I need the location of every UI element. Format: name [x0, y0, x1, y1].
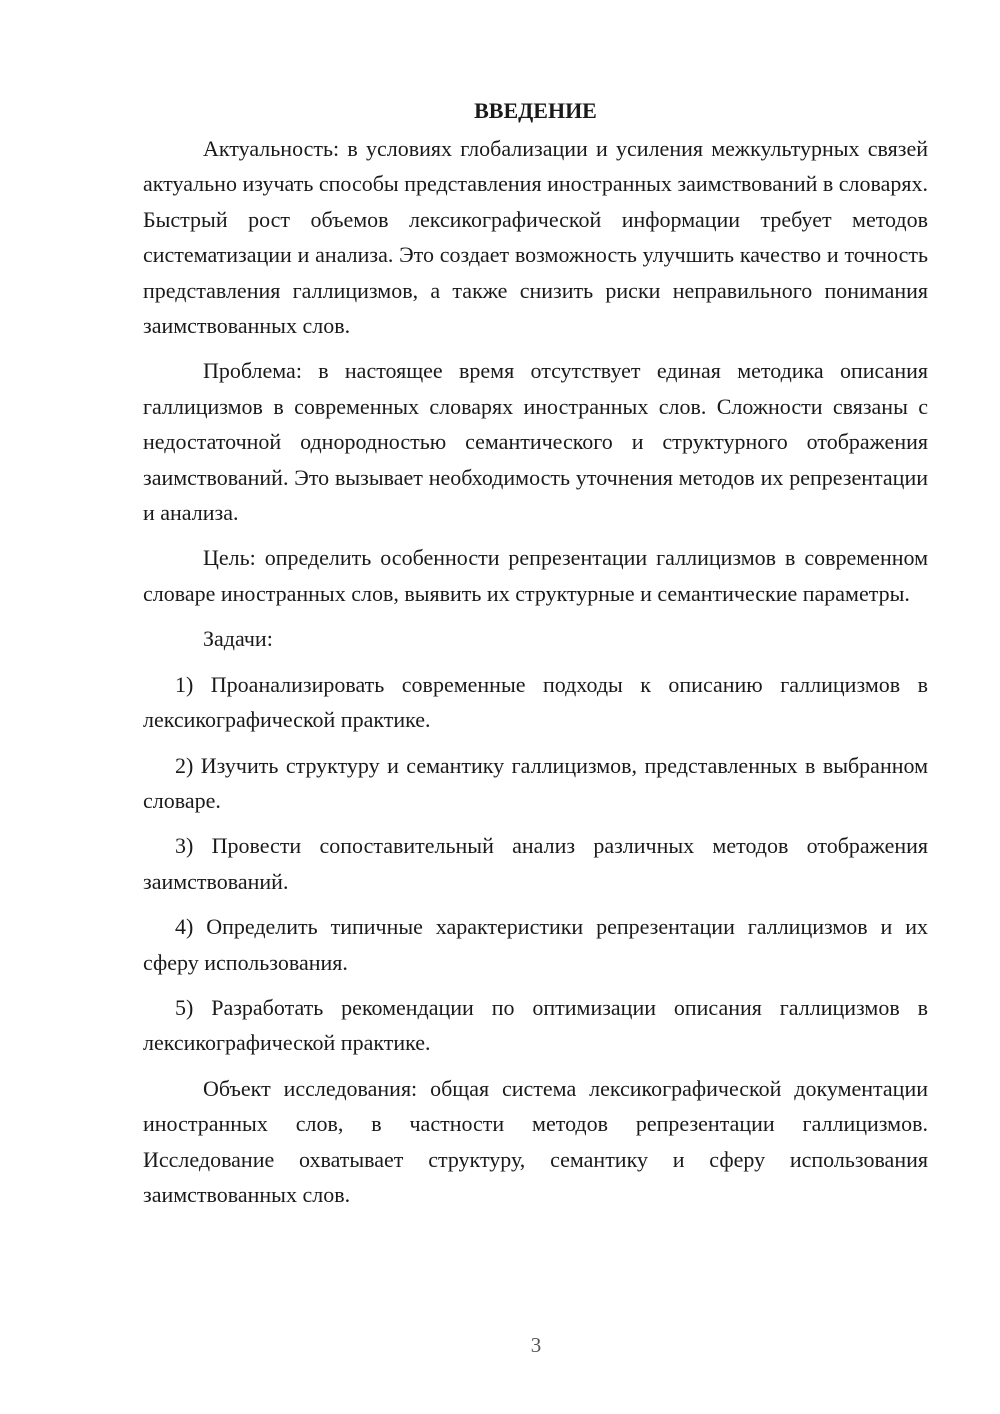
problem-paragraph: Проблема: в настоящее время отсутствует единая методика описания галлицизмов в современных словарях иностранных слов. Сложности связаны с недостаточной однородностью семантического и структурного отображения заимствований. Это вызывает необходимость уточнения методов их репрезентации и анализа.	[143, 358, 928, 526]
task-item-2: 2) Изучить структуру и семантику галлицизмов, представленных в выбранном словаре.	[143, 752, 928, 813]
document-body	[143, 96, 928, 1222]
task-item-4: 4) Определить типичные характеристики репрезентации галлицизмов и их сферу использования.	[143, 914, 928, 975]
task-item-3: 3) Провести сопоставительный анализ различных методов отображения заимствований.	[143, 833, 928, 894]
task-item-5: 5) Разработать рекомендации по оптимизации описания галлицизмов в лексикографической практике.	[143, 994, 928, 1056]
relevance-paragraph: Актуальность: в условиях глобализации и усиления межкультурных связей актуально изучать способы представления иностранных заимствований в словарях. Быстрый рост объемов лексикографической информации требует методов систематизации и анализа. Это создает возможность улучшить качество и точность представления галлицизмов, а также снизить риски неправильного понимания заимствованных слов.	[143, 136, 928, 339]
goal-paragraph: Цель: определить особенности репрезентации галлицизмов в современном словаре иностранных слов, выявить их структурные и семантические параметры.	[143, 545, 928, 606]
object-paragraph: Объект исследования: общая система лексикографической документации иностранных слов, в частности методов репрезентации галлицизмов. Исследование охватывает структуру, семантику и сферу использования заимствованных слов.	[143, 1075, 928, 1207]
page-number: 3	[530, 1333, 542, 1357]
tasks-heading: Задачи:	[203, 626, 273, 652]
page-title: ВВЕДЕНИЕ	[474, 98, 597, 123]
task-item-1: 1) Проанализировать современные подходы к описанию галлицизмов в лексикографической практике.	[143, 671, 928, 733]
